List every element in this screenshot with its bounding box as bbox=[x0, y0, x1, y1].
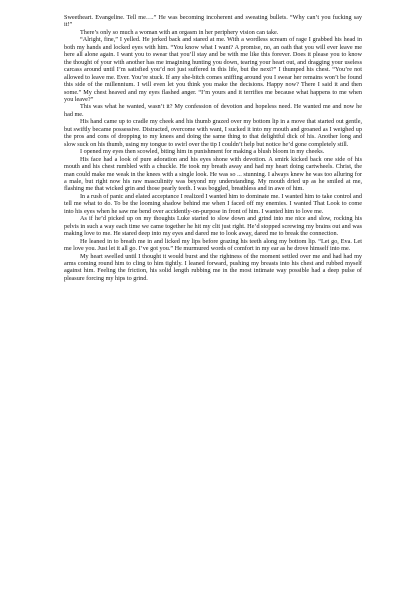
paragraph: I opened my eyes then scowled, biting him in punishment for making a blush bloom in my cheeks. bbox=[80, 148, 325, 156]
paragraph: His face had a look of pure adoration and his eyes shone with devotion. A smirk kicked back one side of his mouth and his chest rumbled with a chuckle. He took my breath away and had my heart doing cartwheels. Christ, the man could make me weak in the knees with a single look. He was so ... stunning. I always knew he was too alluring for a male, but right now his raw masculinity was beyond my understanding. My mouth dried up as he smiled at me, flashing me that wicked grin and those pearly teeth. I was boggled, breathless and in awe of him. bbox=[64, 155, 362, 193]
body-text bbox=[64, 14, 362, 282]
paragraph: He leaned in to breath me in and licked my lips before grazing his teeth along my bottom lip. “Let go, Eva. Let me love you. Just let it all go. I’ve got you.” He murmured words of comfort in my ear as he drove himself into me. bbox=[64, 237, 362, 253]
paragraph: My heart swelled until I thought it would burst and the rightness of the moment settled over me and had had my arms coming round him to cling to him tightly. I leaned forward, pushing my breasts into his chest and rubbed myself against him. Feeling the friction, his solid length rubbing me in the most intimate way possible had a deep pulse of pleasure forcing my hips to grind. bbox=[64, 252, 362, 282]
paragraph: “Alright, fine,” I yelled. He jerked back and stared at me. With a wordless scream of rage I grabbed his head in both my hands and locked eyes with him. “You know what I want? A promise, no, an oath that you will ever leave me here all alone again. I want you to swear that you’ll stay and be with me like this forever. Does it please you to know the thought of your with another has me imagining hunting you down, tearing your heart out, and dragging your useless carcass around until I’m satisfied you’d not just suffered in this life, but the next?” I thumped his chest. “You’re not allowed to leave me. Ever. You’re stuck. If any she-bitch comes sniffing around you I swear her remains won’t be found this side of the millennium. I will even let you think you make the decisions. Happy now? There I said it and then some.” My chest heaved and my eyes flashed anger. “I’m yours and it terrifies me because what happens to me when you leave?” bbox=[64, 36, 362, 103]
paragraph: There’s only so much a woman with an orgasm in her periphery vision can take. bbox=[80, 28, 279, 36]
paragraph: His hand came up to cradle my cheek and his thumb grazed over my bottom lip in a move that started out gentle, but swiftly became possessive. Distracted, overcome with want, I sucked it into my mouth and groaned as I weighed up the pros and cons of dropping to my knees and doing the same thing to that delightful dick of his. Another long and slow suck on his thumb, using my tongue to swirl over the tip I couldn’t help but notice he’d gone completely still. bbox=[64, 118, 362, 148]
paragraph: This was what he wanted, wasn’t it? My confession of devotion and hopeless need. He wanted me and now he had me. bbox=[64, 103, 362, 118]
paragraph: Sweetheart. Evangeline. Tell me….” He was becoming incoherent and sweating bullets. “Why can’t you fucking say it!” bbox=[64, 14, 362, 29]
paragraph: In a rush of panic and elated acceptance I realized I wanted him to dominate me. I wanted him to take control and tell me what to do. To be the looming shadow behind me when I faced off my enemies. I wanted That Look to come into his eyes when he saw me bend over accidently-on-purpose in front of him. I wanted him to love me. bbox=[64, 192, 362, 215]
paragraph: As if he’d picked up on my thoughts Luke started to slow down and grind into me nice and slow, rocking his pelvis in such a way each time we came together he hit my clit just right. He’d stopped screwing my brains out and was making love to me. He stared deep into my eyes and dared me to look away, dared me to break the connection. bbox=[64, 215, 362, 238]
